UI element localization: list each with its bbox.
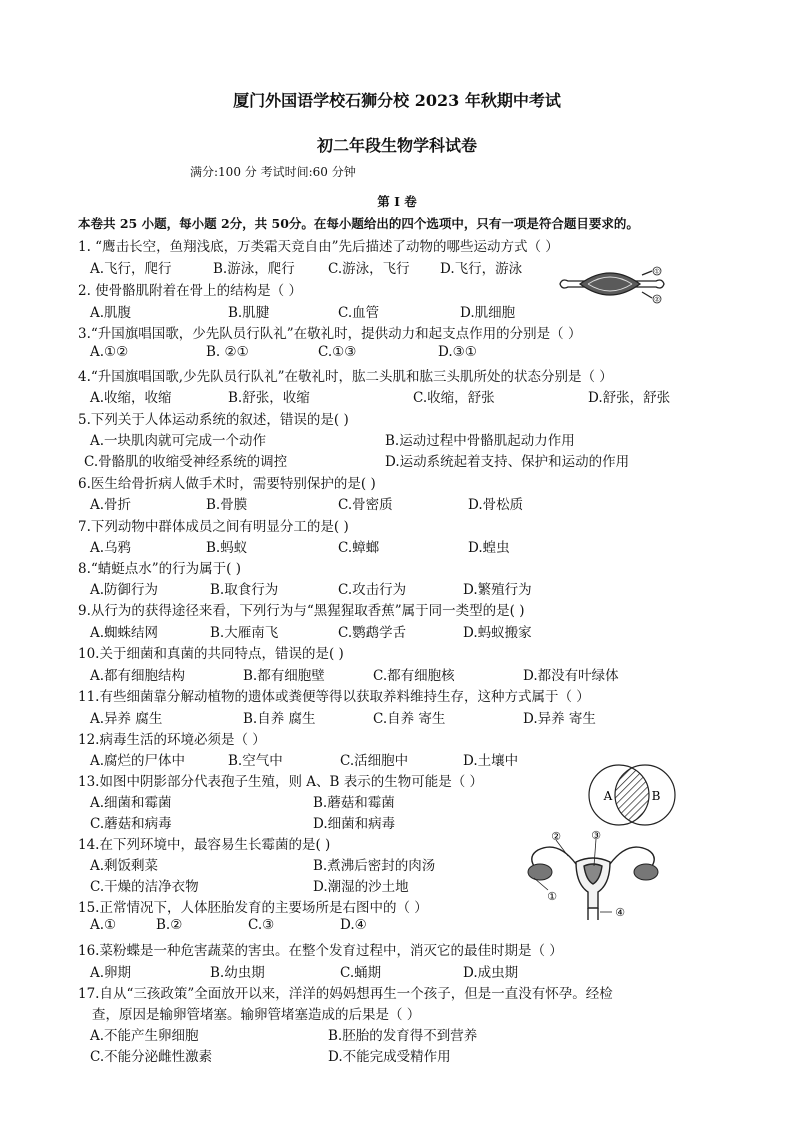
venn-label-b: B [651,789,661,803]
option-c: C.攻击行为 [338,582,407,598]
option-a: A.乌鸦 [90,540,132,556]
option-d: D.肌细胞 [460,305,516,321]
option-a: A.蜘蛛结网 [90,625,159,641]
option-b: B.大雁南飞 [210,625,279,641]
option-b: B.蚂蚁 [206,540,248,556]
option-c: C.活细胞中 [340,753,409,769]
question-3-stem: 3.“升国旗唱国歌，少先队员行队礼”在敬礼时，提供动力和起支点作用的分别是（ ） [78,326,582,342]
question-8-options [78,578,718,598]
question-14-stem: 14.在下列环境中，最容易生长霉菌的是( ) [78,837,331,853]
question-6-options [78,493,718,513]
exam-title: 厦门外国语学校石狮分校 2023 年秋期中考试 [233,91,561,110]
question-17-options-row-2 [78,1045,718,1065]
option-d: D.细菌和病毒 [313,816,396,832]
question-11-stem: 11.有些细菌靠分解动植物的遗体或粪便等得以获取养料维持生存，这种方式属于（ ） [78,689,590,705]
option-d: D.成虫期 [463,965,519,981]
option-a: A.剩饭剩菜 [90,858,159,874]
section-heading: 第 I 卷 [377,194,417,209]
option-d: D.运动系统起着支持、保护和运动的作用 [385,454,630,470]
question-16-stem: 16.菜粉蝶是一种危害蔬菜的害虫。在整个发育过程中，消灭它的最佳时期是（ ） [78,943,563,959]
option-a: A.卵期 [90,965,132,981]
question-17-options-row-1 [78,1024,718,1044]
option-d: D.都没有叶绿体 [523,668,619,684]
option-c: C.都有细胞核 [373,668,455,684]
question-2-stem: 2. 使骨骼肌附着在骨上的结构是（ ） [78,283,302,299]
question-12-stem: 12.病毒生活的环境必须是（ ） [78,732,266,748]
question-9-stem: 9.从行为的获得途径来看，下列行为与“黑猩猩取香蕉”属于同一类型的是( ) [78,603,525,619]
option-c: C.自养 寄生 [373,711,446,727]
option-b: B.骨膜 [206,497,248,513]
option-c: C.骨密质 [338,497,393,513]
option-d: D.不能完成受精作用 [328,1049,451,1065]
option-c: C.①③ [318,344,357,360]
question-10-options [78,664,718,684]
question-13-stem: 13.如图中阴影部分代表孢子生殖，则 A、B 表示的生物可能是（ ） [78,774,484,790]
option-d: D.繁殖行为 [463,582,532,598]
option-b: B.② [156,917,183,933]
question-5-stem: 5.下列关于人体运动系统的叙述，错误的是( ) [78,412,349,428]
option-d: D.异养 寄生 [523,711,596,727]
uterus-label-3: ③ [591,829,601,842]
question-6-stem: 6.医生给骨折病人做手术时，需要特别保护的是( ) [78,476,376,492]
option-b: B.都有细胞壁 [243,668,325,684]
option-b: B.舒张，收缩 [228,390,310,406]
venn-label-a: A [603,789,613,803]
uterus-label-4: ④ [615,906,625,919]
question-5-options-row-1 [78,429,718,449]
question-3-options [78,344,718,364]
option-a: A.骨折 [90,497,132,513]
option-a: A.收缩，收缩 [90,390,172,406]
option-c: C.血管 [338,305,380,321]
option-c: C.骨骼肌的收缩受神经系统的调控 [84,454,288,470]
option-b: B.煮沸后密封的肉汤 [313,858,436,874]
question-9-options [78,621,718,641]
question-15-stem: 15.正常情况下，人体胚胎发育的主要场所是右图中的（ ） [78,900,428,916]
muscle-label-2: ② [654,295,660,304]
question-10-stem: 10.关于细菌和真菌的共同特点，错误的是( ) [78,646,344,662]
option-a: A.一块肌肉就可完成一个动作 [90,433,267,449]
question-4-stem: 4.“升国旗唱国歌,少先队员行队礼”在敬礼时，肱二头肌和肱三头肌所处的状态分别是（ ） [78,369,613,385]
option-c: C.游泳，飞行 [328,261,410,277]
option-c: C.不能分泌雌性激素 [90,1049,213,1065]
option-d: D.骨松质 [468,497,524,513]
option-a: A.肌腹 [90,305,132,321]
option-b: B.取食行为 [210,582,279,598]
option-a: A.细菌和霉菌 [90,795,172,811]
option-a: A.① [90,917,117,933]
option-d: D.③① [438,344,477,360]
option-c: C.③ [248,917,275,933]
option-b: B.幼虫期 [210,965,265,981]
option-a: A.防御行为 [90,582,159,598]
option-a: A.飞行，爬行 [90,261,172,277]
question-8-stem: 8.“蜻蜓点水”的行为属于( ) [78,561,242,577]
uterus-label-2: ② [551,830,561,843]
option-d: D.飞行，游泳 [440,261,523,277]
question-11-options [78,707,718,727]
option-a: A.不能产生卵细胞 [90,1028,199,1044]
option-c: C.蛹期 [340,965,382,981]
option-d: D.土壤中 [463,753,519,769]
question-16-options [78,961,718,981]
option-a: A.腐烂的尸体中 [90,753,186,769]
question-4-options [78,386,718,406]
option-d: D.潮湿的沙土地 [313,879,409,895]
option-b: B.运动过程中骨骼肌起动力作用 [385,433,575,449]
section-instructions: 本卷共 25 小题，每小题 2分，共 50分。在每小题给出的四个选项中，只有一项是符合题目要求的。 [78,216,639,231]
option-d: D.舒张，舒张 [588,390,671,406]
venn-diagram-figure [584,758,680,832]
option-d: D.蝗虫 [468,540,510,556]
option-b: B.蘑菇和霉菌 [313,795,395,811]
option-c: C.鹦鹉学舌 [338,625,407,641]
question-1-stem: 1. “鹰击长空，鱼翔浅底，万类霜天竞自由”先后描述了动物的哪些运动方式（ ） [78,239,559,255]
option-d: D.④ [340,917,367,933]
option-b: B.自养 腐生 [243,711,316,727]
question-17-stem: 17.自从“三孩政策”全面放开以来，洋洋的妈妈想再生一个孩子，但是一直没有怀孕。经检 [78,986,613,1002]
exam-meta: 满分:100 分 考试时间:60 分钟 [190,165,356,179]
option-a: A.异养 腐生 [90,711,163,727]
option-b: B.肌腱 [228,305,270,321]
option-b: B.胚胎的发育得不到营养 [328,1028,478,1044]
option-d: D.蚂蚁搬家 [463,625,532,641]
female-reproductive-system-figure [518,826,668,922]
muscle-label-1: ① [654,267,660,276]
option-a: A.①② [90,344,129,360]
question-7-stem: 7.下列动物中群体成员之间有明显分工的是( ) [78,519,349,535]
option-c: C.收缩，舒张 [413,390,495,406]
option-b: B. ②① [206,344,249,360]
uterus-label-1: ① [547,890,557,903]
option-c: C.蘑菇和病毒 [90,816,172,832]
exam-subtitle: 初二年段生物学科试卷 [316,136,477,155]
option-c: C.蟑螂 [338,540,380,556]
question-5-options-row-2 [78,450,718,470]
question-17-stem-continued: 查，原因是输卵管堵塞。输卵管堵塞造成的后果是（ ） [92,1007,421,1023]
question-7-options [78,536,718,556]
option-b: B.空气中 [228,753,283,769]
option-a: A.都有细胞结构 [90,668,186,684]
muscle-bone-figure [558,262,668,312]
option-b: B.游泳，爬行 [213,261,295,277]
option-c: C.干燥的洁净衣物 [90,879,199,895]
